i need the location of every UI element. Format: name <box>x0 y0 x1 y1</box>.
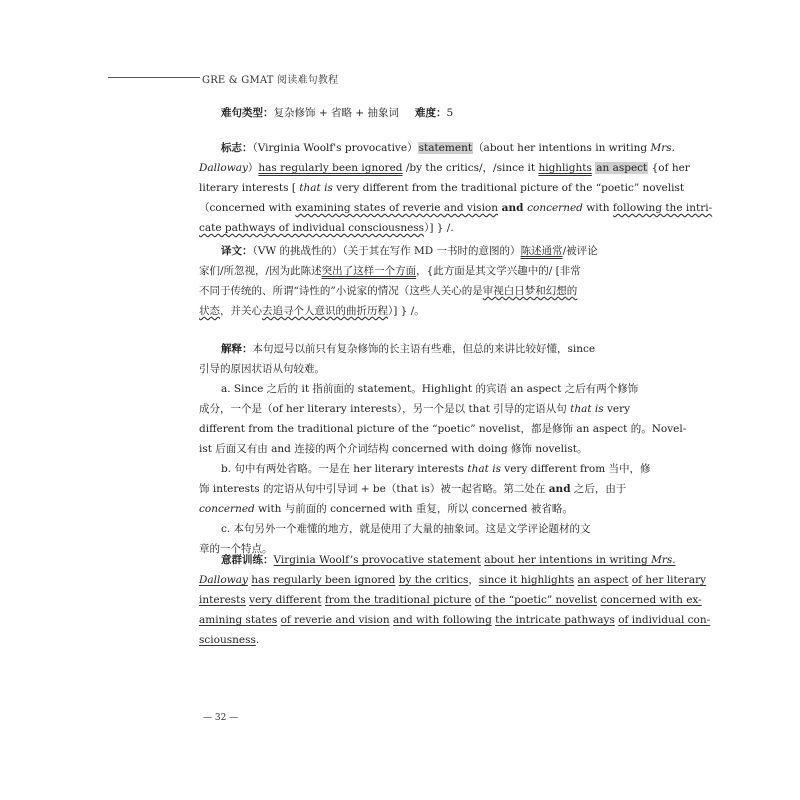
point-c-line-2: 章的一个特点。 <box>199 543 273 555</box>
sentence-type-value: 复杂修饰 + 省略 + 抽象词 <box>273 107 399 119</box>
conjunction-bold: and <box>548 483 571 495</box>
translation-label: 译文： <box>221 245 253 257</box>
text-span: （about her intentions in writing <box>473 142 651 154</box>
wavy-underline: 审视白日梦和幻想的 <box>482 285 578 297</box>
explanation-intro-2: 引导的原因状语从句较难。 <box>199 363 325 375</box>
sense-group: concerned with ex- <box>600 594 702 606</box>
text-span: ）] } /。 <box>388 305 425 317</box>
practice-line-4 <box>199 610 711 630</box>
wavy-underline: 去追寻个人意识的曲折历程 <box>262 305 388 317</box>
translation-line-4 <box>199 301 601 321</box>
sense-group: Mrs. <box>651 554 676 566</box>
sense-group: about her intentions in writing <box>484 554 652 566</box>
text-span: very different from 当中，修 <box>500 463 651 475</box>
ellipsis-italic: that is <box>299 182 333 194</box>
explanation-label: 解释： <box>221 343 253 355</box>
wavy-underline: following the intri- <box>612 202 713 214</box>
point-a-line-3: different from the traditional picture of the “poetic” novelist，都是修饰 an aspect 的。Novel- <box>199 423 687 435</box>
text-span: 饰 interests 的定语从句中引导词 + be（that is）被一起省略。第二处在 <box>199 483 549 495</box>
predicate-underline: 突出了这样一个方面 <box>321 265 417 277</box>
text-span: with 与前面的 concerned with 重复，所以 concerned 被省略。 <box>254 503 573 515</box>
practice-line-3 <box>199 590 702 610</box>
predicate-underline: highlights <box>538 162 592 174</box>
sense-group: Dalloway <box>199 574 248 586</box>
text-span: very <box>603 403 631 415</box>
text-span: ） <box>247 162 259 174</box>
practice-label: 意群训练： <box>221 554 274 566</box>
practice-line-2 <box>199 570 707 590</box>
book-title-italic: Mrs. <box>650 142 675 154</box>
text-span: 不同于传统的、所谓“诗性的”小说家的情况（这些人关心的是 <box>199 285 483 297</box>
text-span: /by the critics/，/since it <box>402 162 539 174</box>
text-span: ，{此方面是其文学兴趣中的/ [非常 <box>416 265 581 277</box>
sense-group: since it highlights <box>478 574 575 586</box>
object-highlight: an aspect <box>596 162 648 174</box>
sense-group: very different <box>249 594 322 606</box>
predicate-underline: has regularly been ignored <box>258 162 403 174</box>
translation-section <box>199 241 601 321</box>
practice-line-5 <box>199 630 601 650</box>
difficulty-value: 5 <box>446 107 454 119</box>
text-span: （concerned with <box>199 202 296 214</box>
sense-group: of the “poetic” novelist <box>474 594 598 606</box>
header-rule <box>108 77 200 78</box>
translation-line-2 <box>199 261 601 281</box>
sense-group: and with following <box>392 614 492 626</box>
book-title-italic: Dalloway <box>199 162 248 174</box>
text-span: （VW 的挑战性的）（关于其在写作 MD 一书时的意图的） <box>252 245 521 257</box>
sense-group: from the traditional picture <box>324 594 472 606</box>
conjunction-bold: and <box>498 202 528 214</box>
translation-line-1 <box>199 241 601 261</box>
sentence-type-label: 难句类型： <box>221 107 274 119</box>
marker-line-1 <box>199 138 675 158</box>
difficulty-label: 难度： <box>414 107 447 119</box>
marker-line-3 <box>199 178 685 198</box>
sense-group: sciousness <box>199 634 256 646</box>
text-span: 之后，由于 <box>570 483 627 495</box>
sense-group: has regularly been ignored <box>251 574 396 586</box>
sense-group: the intricate pathways <box>495 614 615 626</box>
wavy-underline: 状态 <box>199 305 220 317</box>
sense-group: Virginia Woolf’s provocative statement <box>273 554 481 566</box>
sense-group: an aspect <box>577 574 629 586</box>
text-span: ）] } /. <box>424 222 454 234</box>
text-span: /被评论 <box>562 245 598 257</box>
ellipsis-italic: concerned <box>527 202 583 214</box>
sense-group: of individual con- <box>618 614 711 626</box>
page-number: — 32 — <box>203 713 239 723</box>
text-span: with <box>582 202 613 214</box>
text-span: . <box>255 634 260 646</box>
practice-line-1 <box>199 550 676 570</box>
marker-line-2 <box>199 158 690 178</box>
point-b-line-1 <box>199 459 651 479</box>
practice-section <box>199 550 711 650</box>
text-span: very different from the traditional picture of the “poetic” novelist <box>332 182 685 194</box>
marker-section <box>199 138 713 238</box>
text-span: literary interests [ <box>199 182 300 194</box>
text-span: ，并关心 <box>220 305 262 317</box>
point-b-line-2 <box>199 479 627 499</box>
point-a-line-2 <box>199 399 631 419</box>
wavy-underline: examining states of reverie and vision <box>295 202 499 214</box>
marker-line-4 <box>199 198 713 218</box>
marker-line-5 <box>199 218 601 238</box>
text-span: ， <box>468 574 479 586</box>
explanation-intro-1 <box>199 339 601 359</box>
text-span: （Virginia Woolf's provocative） <box>252 142 418 154</box>
point-b-line-3 <box>199 499 601 519</box>
subject-highlight: statement <box>418 142 473 154</box>
point-c-line-1: c. 本句另外一个难懂的地方，就是使用了大量的抽象词。这是文学评论题材的文 <box>221 523 591 535</box>
sense-group: of her literary <box>631 574 707 586</box>
text-span: b. 句中有两处省略。一是在 her literary interests <box>221 463 468 475</box>
text-span: {of her <box>648 162 690 174</box>
translation-line-3 <box>199 281 601 301</box>
text-span: 本句逗号以前只有复杂修饰的长主语有些难，但总的来讲比较好懂，since <box>252 343 596 355</box>
predicate-underline: 陈述通常 <box>520 245 563 257</box>
explanation-section <box>199 339 687 559</box>
sense-group: amining states <box>199 614 278 626</box>
ellipsis-italic: concerned <box>199 503 255 515</box>
running-header: GRE & GMAT 阅读难句教程 <box>202 75 339 86</box>
sense-group: of reverie and vision <box>280 614 390 626</box>
ellipsis-italic: that is <box>467 463 501 475</box>
sense-group: by the critics <box>398 574 469 586</box>
point-a-line-1: a. Since 之后的 it 指前面的 statement。Highlight 的宾语 an aspect 之后有两个修饰 <box>221 383 639 395</box>
sense-group: interests <box>199 594 246 606</box>
text-span: 成分，一个是（of her literary interests），另一个是以 that 引导的定语从句 <box>199 403 571 415</box>
wavy-underline: cate pathways of individual consciousness <box>199 222 425 234</box>
ellipsis-italic: that is <box>570 403 604 415</box>
difficulty-line <box>221 103 601 123</box>
text-span: 家们/所忽视，/因为此陈述 <box>199 265 322 277</box>
point-a-line-4: ist 后面又有由 and 连接的两个介词结构 concerned with doing 修饰 novelist。 <box>199 443 588 455</box>
marker-label: 标志： <box>221 142 253 154</box>
